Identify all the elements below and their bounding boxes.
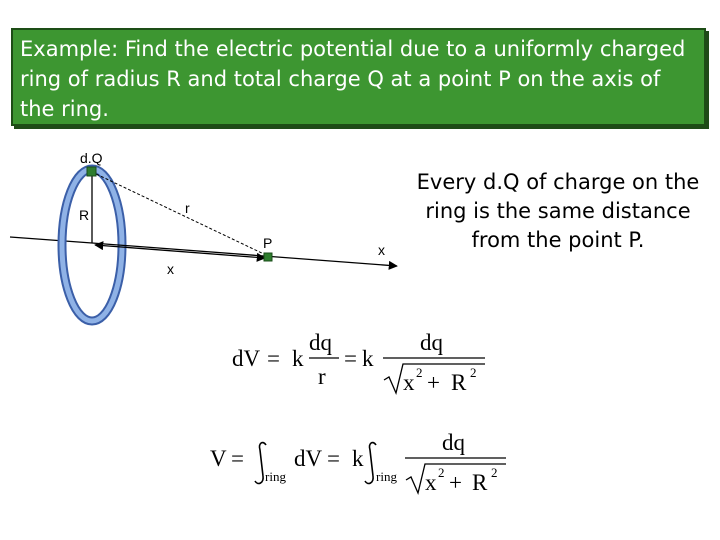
eq2-subscript-2: ring [376,469,397,484]
eq1-equals-1: = [267,346,280,371]
label-r: r [185,200,190,216]
eq2-num: dq [442,430,465,455]
eq2-exp-2: 2 [491,465,498,480]
eq1-exp-1: 2 [416,365,423,380]
eq1-k-2: k [362,346,374,371]
eq1-x: x [403,370,415,395]
eq2-x: x [425,470,437,495]
eq2-exp-1: 2 [438,465,445,480]
explanation-note: Every d.Q of charge on the ring is the same distance from the point P. [416,170,700,252]
problem-statement: Example: Find the electric potential due to a uniformly charged ring of radius R and total charge Q at a point P on the axis of the ring. [20,37,686,121]
eq2-R: R [472,470,488,495]
eq2-equals-1: = [231,446,244,471]
eq1-R: R [451,370,467,395]
eq1-k-1: k [292,346,304,371]
eq2-subscript-1: ring [265,469,286,484]
label-dQ: d.Q [80,150,103,166]
eq2-integral-2 [365,443,376,484]
eq1-num-1: dq [309,330,332,355]
label-x-axis: x [378,242,385,258]
eq2-k: k [352,446,364,471]
equation-V [210,430,506,495]
eq2-equals-2: = [327,446,340,471]
equation-dV [232,330,485,395]
eq1-equals-2: = [344,346,357,371]
eq1-den-1: r [318,364,326,389]
eq2-dV: dV [294,446,323,471]
eq1-lhs: dV [232,346,261,371]
eq1-num-2: dq [420,330,443,355]
label-P: P [263,235,273,251]
eq1-exp-2: 2 [470,365,477,380]
label-R: R [79,207,90,223]
eq2-lhs: V [210,446,227,471]
eq2-plus: + [449,470,462,495]
label-x-distance: x [167,261,174,277]
eq1-plus: + [427,370,440,395]
